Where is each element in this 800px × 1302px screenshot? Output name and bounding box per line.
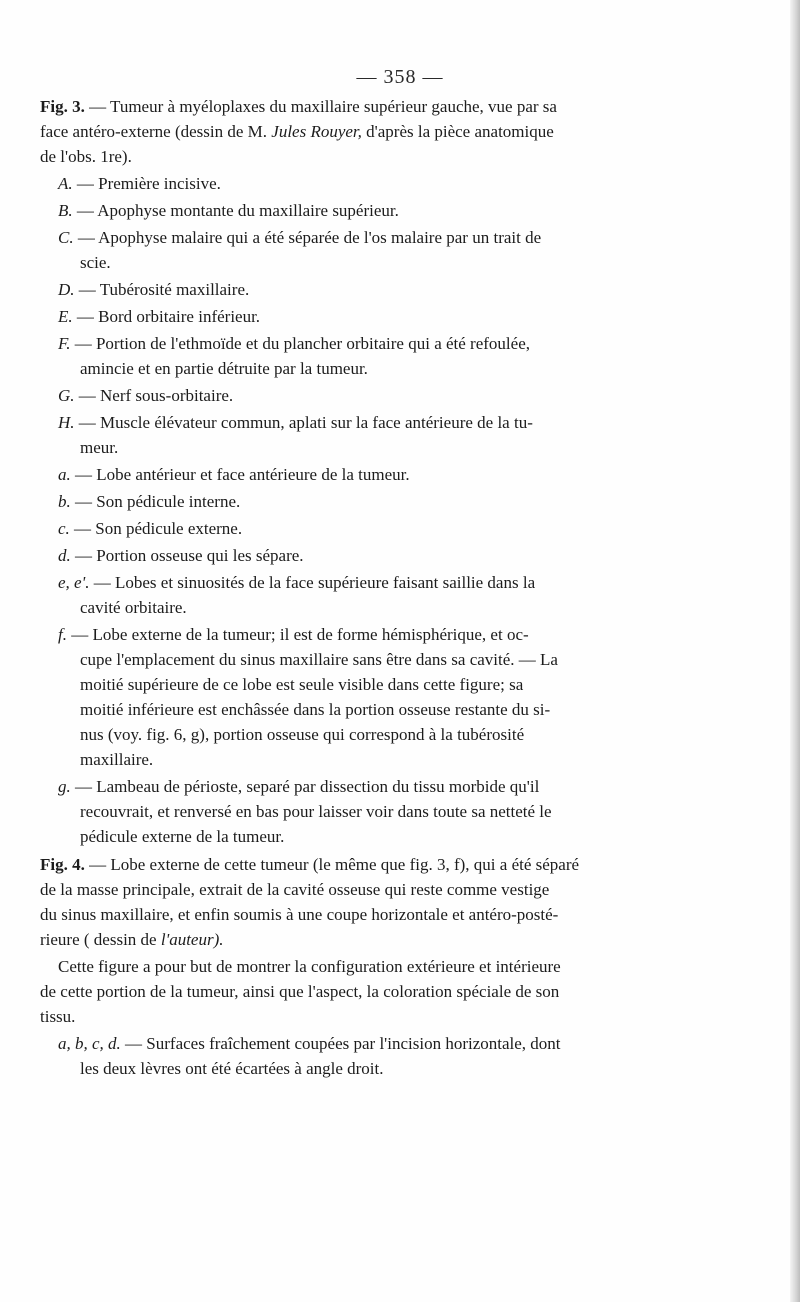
fig3-legend-f-cont-3: moitié inférieure est enchâssée dans la portion osseuse restante du si- <box>80 700 551 719</box>
fig3-legend-g-cont-2: pédicule externe de la tumeur. <box>80 827 285 846</box>
legend-key: c. <box>58 519 70 538</box>
fig3-legend-g <box>58 775 539 799</box>
fig3-legend-D <box>58 278 249 302</box>
fig3-artist: Jules Rouyer, <box>271 122 362 141</box>
fig4-intro-line-1 <box>40 853 579 877</box>
legend-text: — Bord orbitaire inférieur. <box>76 307 261 326</box>
legend-key: d. <box>58 546 71 565</box>
fig4-intro-line-2: de la masse principale, extrait de la cavité osseuse qui reste comme vestige <box>40 880 550 899</box>
fig3-legend-G <box>58 384 233 408</box>
fig3-legend-a <box>58 463 410 487</box>
fig3-legend-C-cont: scie. <box>80 253 111 272</box>
page-edge-shadow <box>790 0 800 1302</box>
legend-text: — Portion de l'ethmoïde et du plancher orbitaire qui a été refoulée, <box>74 334 530 353</box>
legend-key: A. <box>58 174 73 193</box>
legend-key: G. <box>58 386 75 405</box>
legend-text: — Surfaces fraîchement coupées par l'incision horizontale, dont <box>125 1034 561 1053</box>
fig3-legend-e <box>58 571 535 595</box>
legend-key: F. <box>58 334 71 353</box>
legend-text: — Son pédicule externe. <box>74 519 243 538</box>
fig3-legend-C <box>58 226 541 250</box>
fig3-legend-f-cont-2: moitié supérieure de ce lobe est seule visible dans cette figure; sa <box>80 675 524 694</box>
fig3-legend-f <box>58 623 529 647</box>
legend-text: — Lambeau de périoste, separé par dissection du tissu morbide qu'il <box>75 777 540 796</box>
fig4-legend-abcd <box>58 1032 561 1056</box>
fig3-intro-line-2 <box>40 120 554 144</box>
fig4-intro-line-3: du sinus maxillaire, et enfin soumis à une coupe horizontale et antéro-posté- <box>40 905 559 924</box>
fig3-legend-A <box>58 172 221 196</box>
page-number: — 358 — <box>356 66 444 88</box>
legend-text: — Apophyse montante du maxillaire supérieur. <box>76 201 399 220</box>
legend-key: a, b, c, d. <box>58 1034 121 1053</box>
fig3-legend-g-cont-1: recouvrait, et renversé en bas pour laisser voir dans toute sa netteté le <box>80 802 552 821</box>
fig3-legend-e-cont: cavité orbitaire. <box>80 598 187 617</box>
fig3-intro-line-3: de l'obs. 1re). <box>40 147 132 166</box>
fig4-artist: l'auteur). <box>160 930 224 949</box>
legend-text: — Portion osseuse qui les sépare. <box>75 546 304 565</box>
fig3-intro-text-3: d'après la pièce anatomique <box>366 122 554 141</box>
fig4-legend-abcd-cont: les deux lèvres ont été écartées à angle droit. <box>80 1059 384 1078</box>
fig3-legend-F-cont: amincie et en partie détruite par la tumeur. <box>80 359 368 378</box>
fig3-intro-line-1 <box>40 95 557 119</box>
legend-key: b. <box>58 492 71 511</box>
legend-text: — Lobe externe de la tumeur; il est de forme hémisphérique, et oc- <box>71 625 529 644</box>
legend-text: — Première incisive. <box>76 174 221 193</box>
fig3-intro-text-2: face antéro-externe (dessin de M. <box>40 122 268 141</box>
legend-text: — Tubérosité maxillaire. <box>78 280 250 299</box>
fig3-legend-H <box>58 411 533 435</box>
fig3-legend-F <box>58 332 530 356</box>
legend-text: — Son pédicule interne. <box>75 492 241 511</box>
legend-text: — Nerf sous-orbitaire. <box>78 386 234 405</box>
legend-key: E. <box>58 307 73 326</box>
legend-key: a. <box>58 465 71 484</box>
fig4-label: Fig. 4. <box>40 855 85 874</box>
fig3-legend-f-cont-5: maxillaire. <box>80 750 154 769</box>
fig3-legend-d <box>58 544 304 568</box>
legend-key: f. <box>58 625 67 644</box>
fig3-legend-E <box>58 305 260 329</box>
fig3-legend-B <box>58 199 399 223</box>
fig3-legend-b <box>58 490 240 514</box>
legend-key: B. <box>58 201 73 220</box>
fig4-intro-line-4 <box>40 928 224 952</box>
fig4-intro-line-5: Cette figure a pour but de montrer la configuration extérieure et intérieure <box>58 957 561 976</box>
fig4-intro-text-1: — Lobe externe de cette tumeur (le même que fig. 3, f), qui a été séparé <box>89 855 580 874</box>
fig3-legend-f-cont-4: nus (voy. fig. 6, g), portion osseuse qui correspond à la tubérosité <box>80 725 525 744</box>
legend-key: D. <box>58 280 75 299</box>
legend-text: — Apophyse malaire qui a été séparée de l'os malaire par un trait de <box>77 228 542 247</box>
fig4-intro-text-4: rieure ( dessin de <box>40 930 157 949</box>
legend-key: e, e'. <box>58 573 90 592</box>
legend-key: g. <box>58 777 71 796</box>
fig3-legend-H-cont: meur. <box>80 438 119 457</box>
fig4-intro-line-6: de cette portion de la tumeur, ainsi que l'aspect, la coloration spéciale de son <box>40 982 560 1001</box>
legend-text: — Muscle élévateur commun, aplati sur la face antérieure de la tu- <box>78 413 533 432</box>
legend-text: — Lobes et sinuosités de la face supérieure faisant saillie dans la <box>93 573 536 592</box>
fig3-legend-f-cont-1: cupe l'emplacement du sinus maxillaire sans être dans sa cavité. — La <box>80 650 558 669</box>
fig3-intro-text-1: — Tumeur à myéloplaxes du maxillaire supérieur gauche, vue par sa <box>89 97 557 116</box>
legend-text: — Lobe antérieur et face antérieure de la tumeur. <box>75 465 410 484</box>
fig3-label: Fig. 3. <box>40 97 85 116</box>
fig3-legend-c <box>58 517 242 541</box>
legend-key: H. <box>58 413 75 432</box>
legend-key: C. <box>58 228 74 247</box>
fig4-intro-line-7: tissu. <box>40 1007 76 1026</box>
